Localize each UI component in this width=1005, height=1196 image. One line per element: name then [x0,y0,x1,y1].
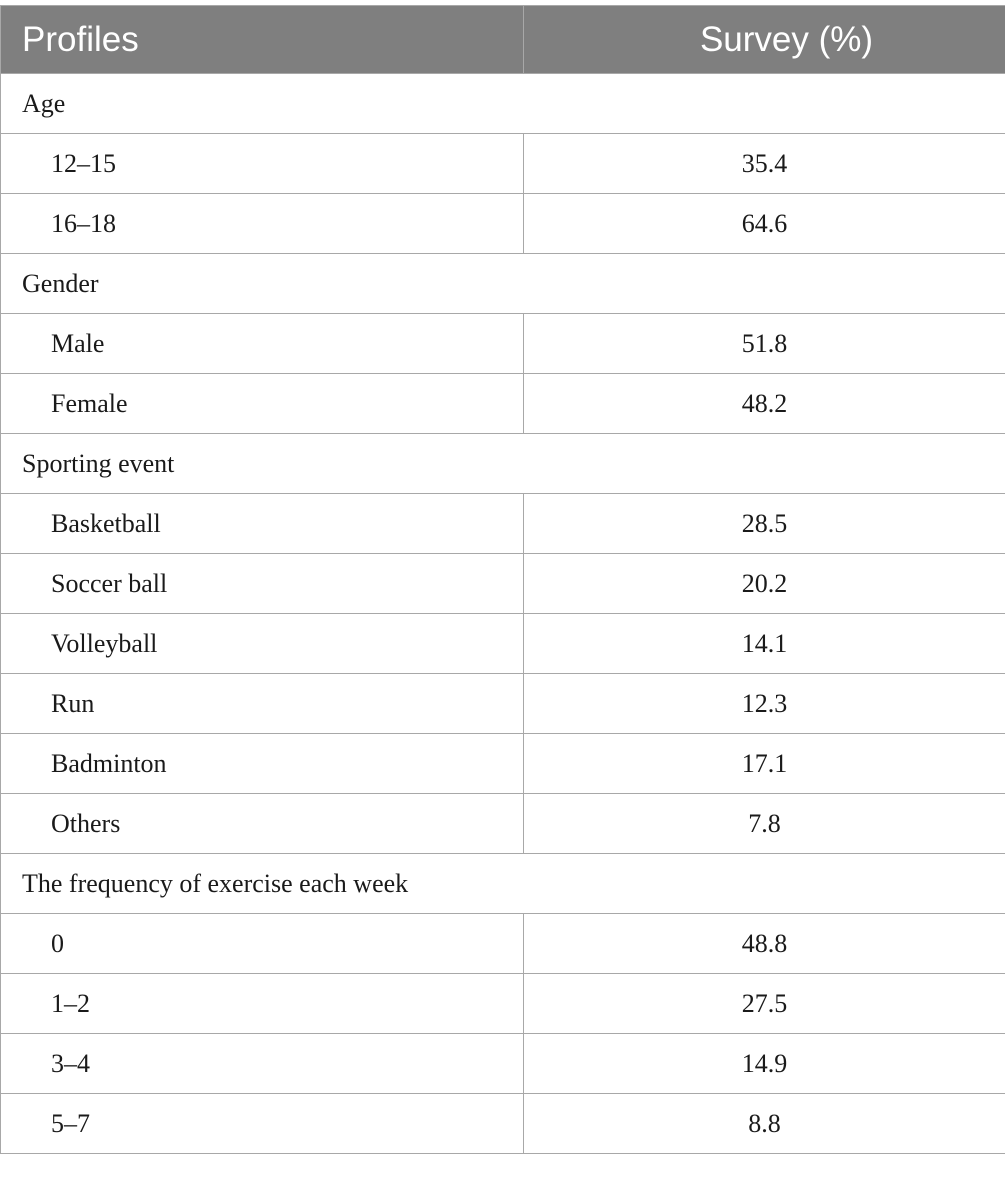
category-label: Age [1,74,1005,134]
row-value: 12.3 [524,674,1005,734]
row-label: Badminton [1,734,524,794]
survey-table-container [0,5,1005,1154]
category-row-age [1,74,1005,134]
header-survey-percent: Survey (%) [524,6,1005,74]
row-label: Basketball [1,494,524,554]
table-row [1,974,1005,1034]
row-value: 7.8 [524,794,1005,854]
row-value: 48.8 [524,914,1005,974]
row-label: 1–2 [1,974,524,1034]
row-label: 3–4 [1,1034,524,1094]
table-row [1,1094,1005,1154]
row-label: 16–18 [1,194,524,254]
row-value: 14.1 [524,614,1005,674]
table-row [1,1034,1005,1094]
row-label: 12–15 [1,134,524,194]
table-row [1,554,1005,614]
row-label: Volleyball [1,614,524,674]
row-value: 27.5 [524,974,1005,1034]
row-value: 20.2 [524,554,1005,614]
row-value: 35.4 [524,134,1005,194]
table-row [1,314,1005,374]
row-value: 51.8 [524,314,1005,374]
row-label: 5–7 [1,1094,524,1154]
category-label: Gender [1,254,1005,314]
table-row [1,794,1005,854]
category-row-exercise-frequency [1,854,1005,914]
row-value: 28.5 [524,494,1005,554]
header-profiles: Profiles [1,6,524,74]
row-label: Male [1,314,524,374]
table-row [1,134,1005,194]
category-label: The frequency of exercise each week [1,854,1005,914]
category-row-gender [1,254,1005,314]
header-row [1,6,1005,74]
category-row-sporting-event [1,434,1005,494]
category-label: Sporting event [1,434,1005,494]
table-row [1,374,1005,434]
row-value: 14.9 [524,1034,1005,1094]
row-value: 17.1 [524,734,1005,794]
table-row [1,734,1005,794]
row-value: 48.2 [524,374,1005,434]
row-label: 0 [1,914,524,974]
row-label: Run [1,674,524,734]
row-value: 8.8 [524,1094,1005,1154]
table-row [1,914,1005,974]
survey-profile-table [0,5,1005,1154]
row-label: Others [1,794,524,854]
table-row [1,674,1005,734]
table-row [1,614,1005,674]
row-value: 64.6 [524,194,1005,254]
row-label: Female [1,374,524,434]
table-header [1,6,1005,74]
row-label: Soccer ball [1,554,524,614]
table-row [1,494,1005,554]
table-body [1,74,1005,1154]
table-row [1,194,1005,254]
